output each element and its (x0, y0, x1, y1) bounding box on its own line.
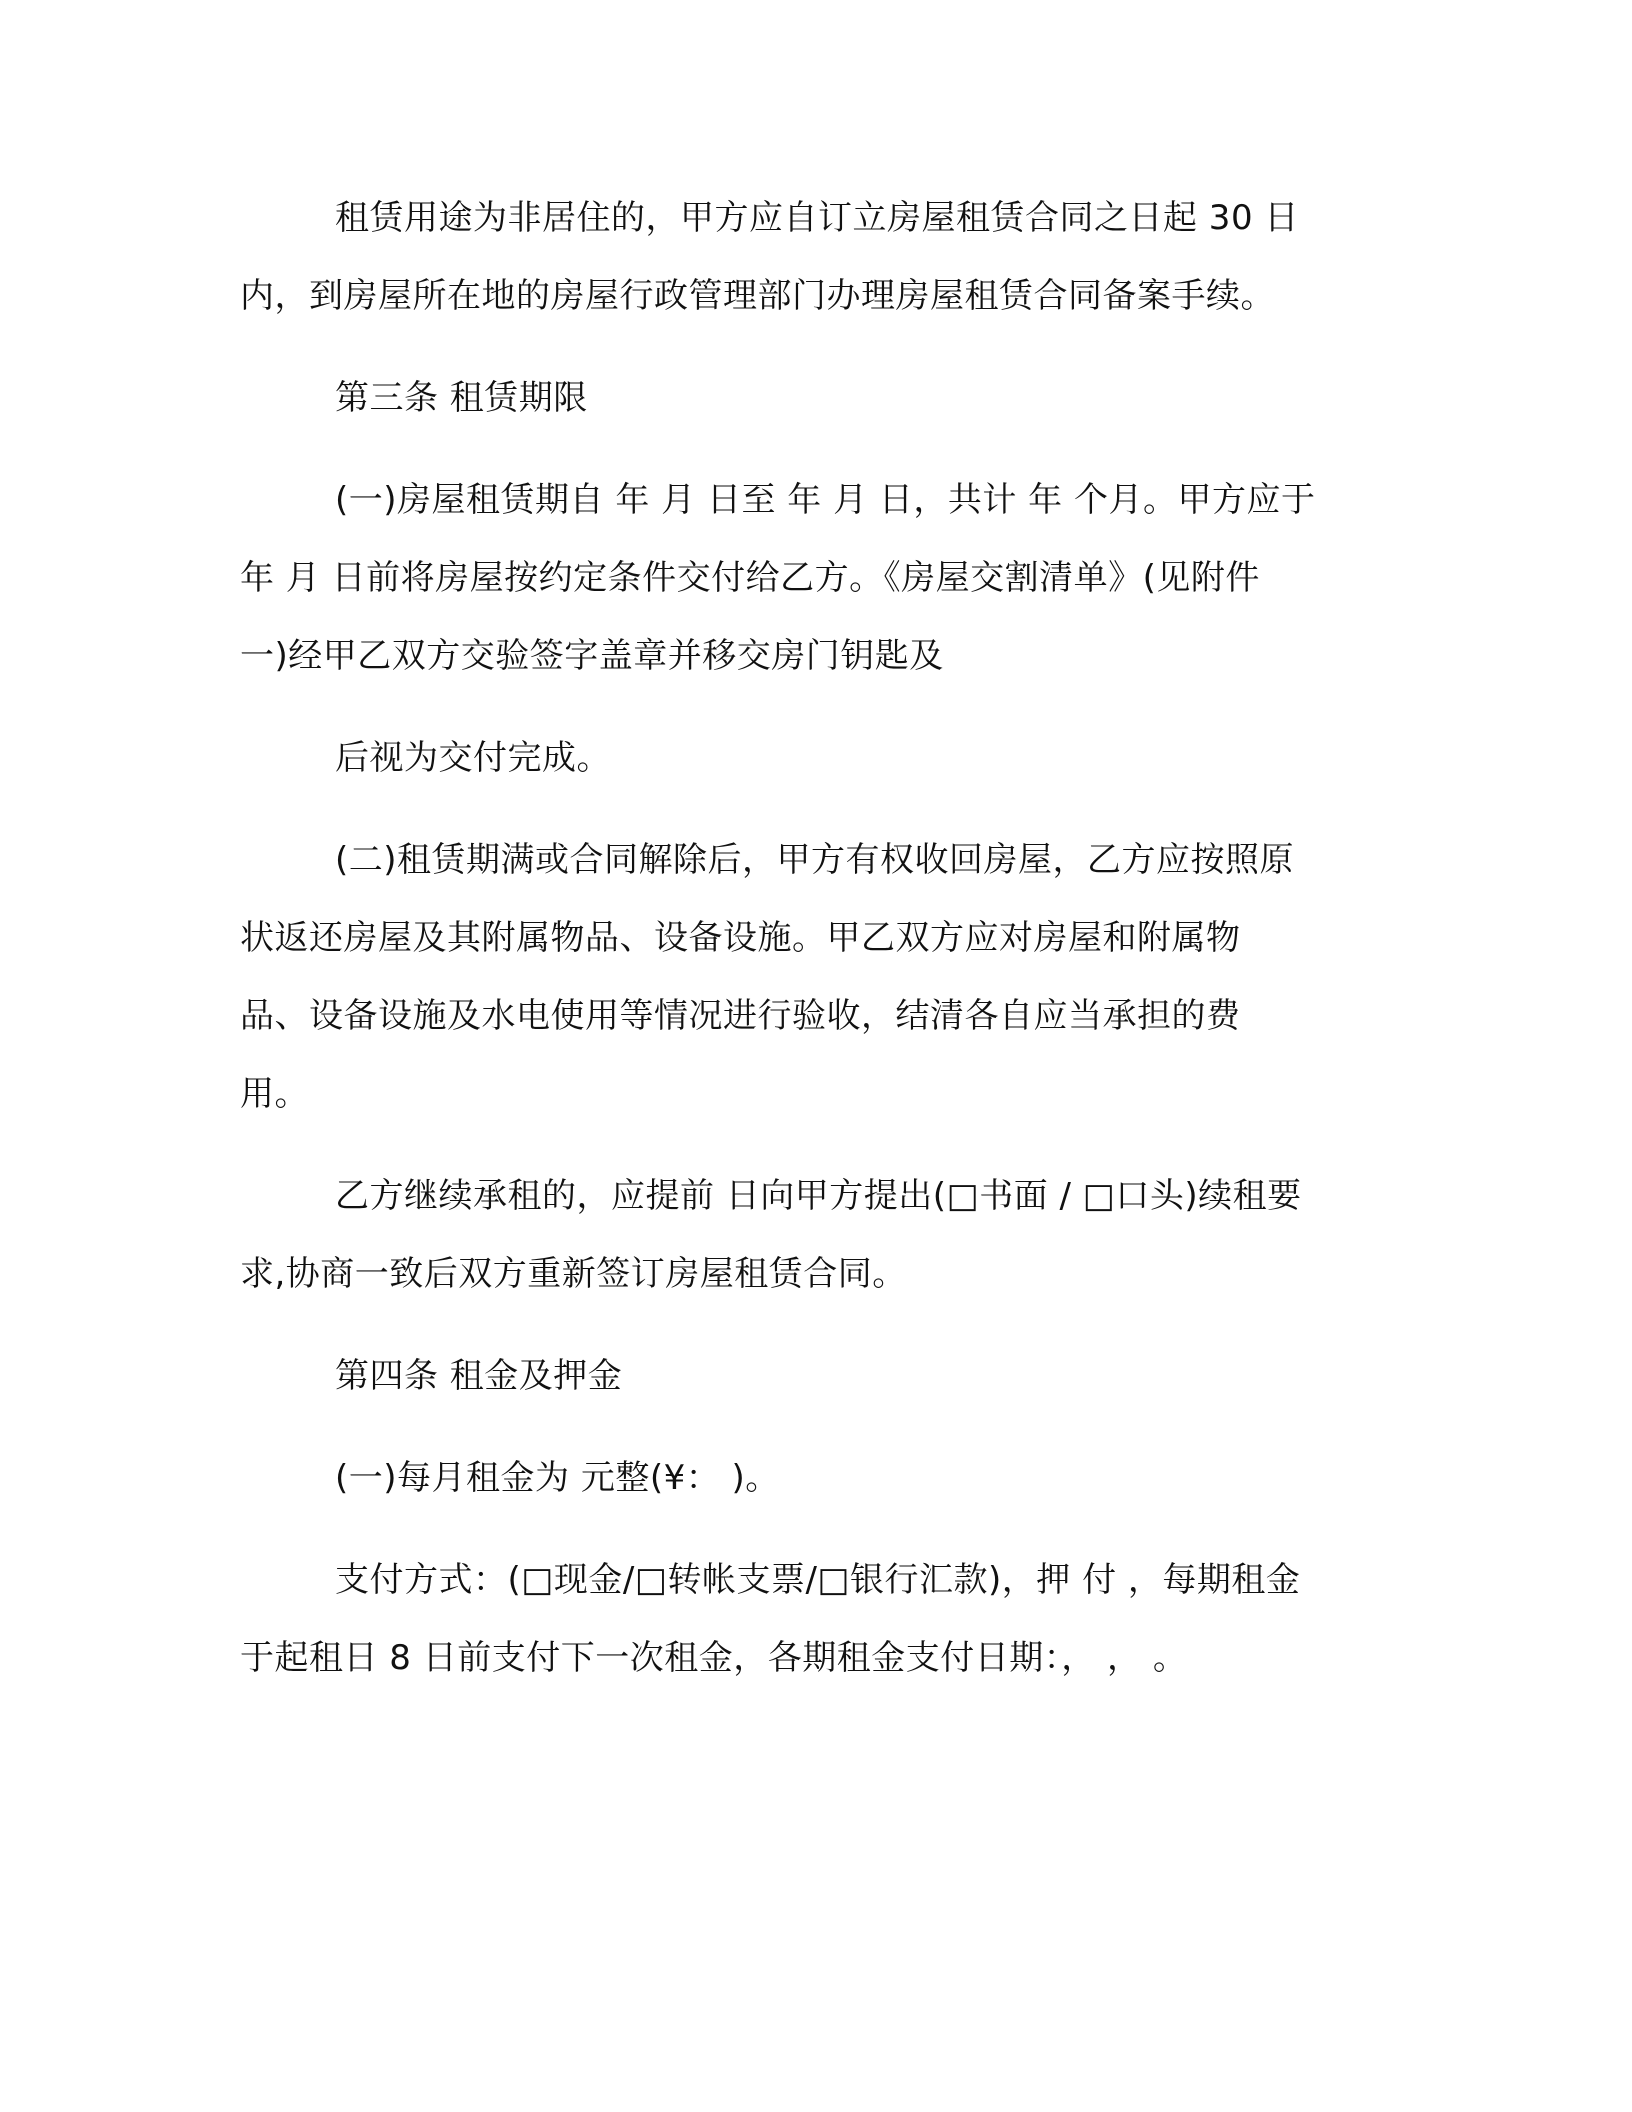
section-heading-article-3: 第三条 租赁期限 (335, 378, 588, 418)
paragraph-line: 用。 (240, 1074, 309, 1114)
paragraph-line: 一)经甲乙双方交验签字盖章并移交房门钥匙及 (240, 636, 944, 676)
paragraph-line: 支付方式：(□现金/□转帐支票/□银行汇款)，押 付 ，每期租金 (335, 1560, 1301, 1600)
paragraph-line: (二)租赁期满或合同解除后，甲方有权收回房屋，乙方应按照原 (335, 840, 1295, 880)
paragraph-line: 求,协商一致后双方重新签订房屋租赁合同。 (240, 1254, 907, 1294)
paragraph-line: 后视为交付完成。 (335, 738, 611, 778)
paragraph-line: 乙方继续承租的，应提前 日向甲方提出(□书面 / □口头)续租要 (335, 1176, 1302, 1216)
paragraph-line: 状返还房屋及其附属物品、设备设施。甲乙双方应对房屋和附属物 (240, 918, 1241, 958)
paragraph-line: 年 月 日前将房屋按约定条件交付给乙方。《房屋交割清单》(见附件 (240, 558, 1260, 598)
paragraph-line: 内，到房屋所在地的房屋行政管理部门办理房屋租赁合同备案手续。 (240, 276, 1275, 316)
paragraph-line: 租赁用途为非居住的，甲方应自订立房屋租赁合同之日起 30 日 (335, 198, 1299, 238)
paragraph-line: 于起租日 8 日前支付下一次租金，各期租金支付日期：， ， 。 (240, 1638, 1188, 1678)
paragraph-line: 品、设备设施及水电使用等情况进行验收，结清各自应当承担的费 (240, 996, 1241, 1036)
paragraph-line: (一)每月租金为 元整(¥： )。 (335, 1458, 780, 1498)
paragraph-line: (一)房屋租赁期自 年 月 日至 年 月 日，共计 年 个月。甲方应于 (335, 480, 1316, 520)
section-heading-article-4: 第四条 租金及押金 (335, 1356, 623, 1396)
